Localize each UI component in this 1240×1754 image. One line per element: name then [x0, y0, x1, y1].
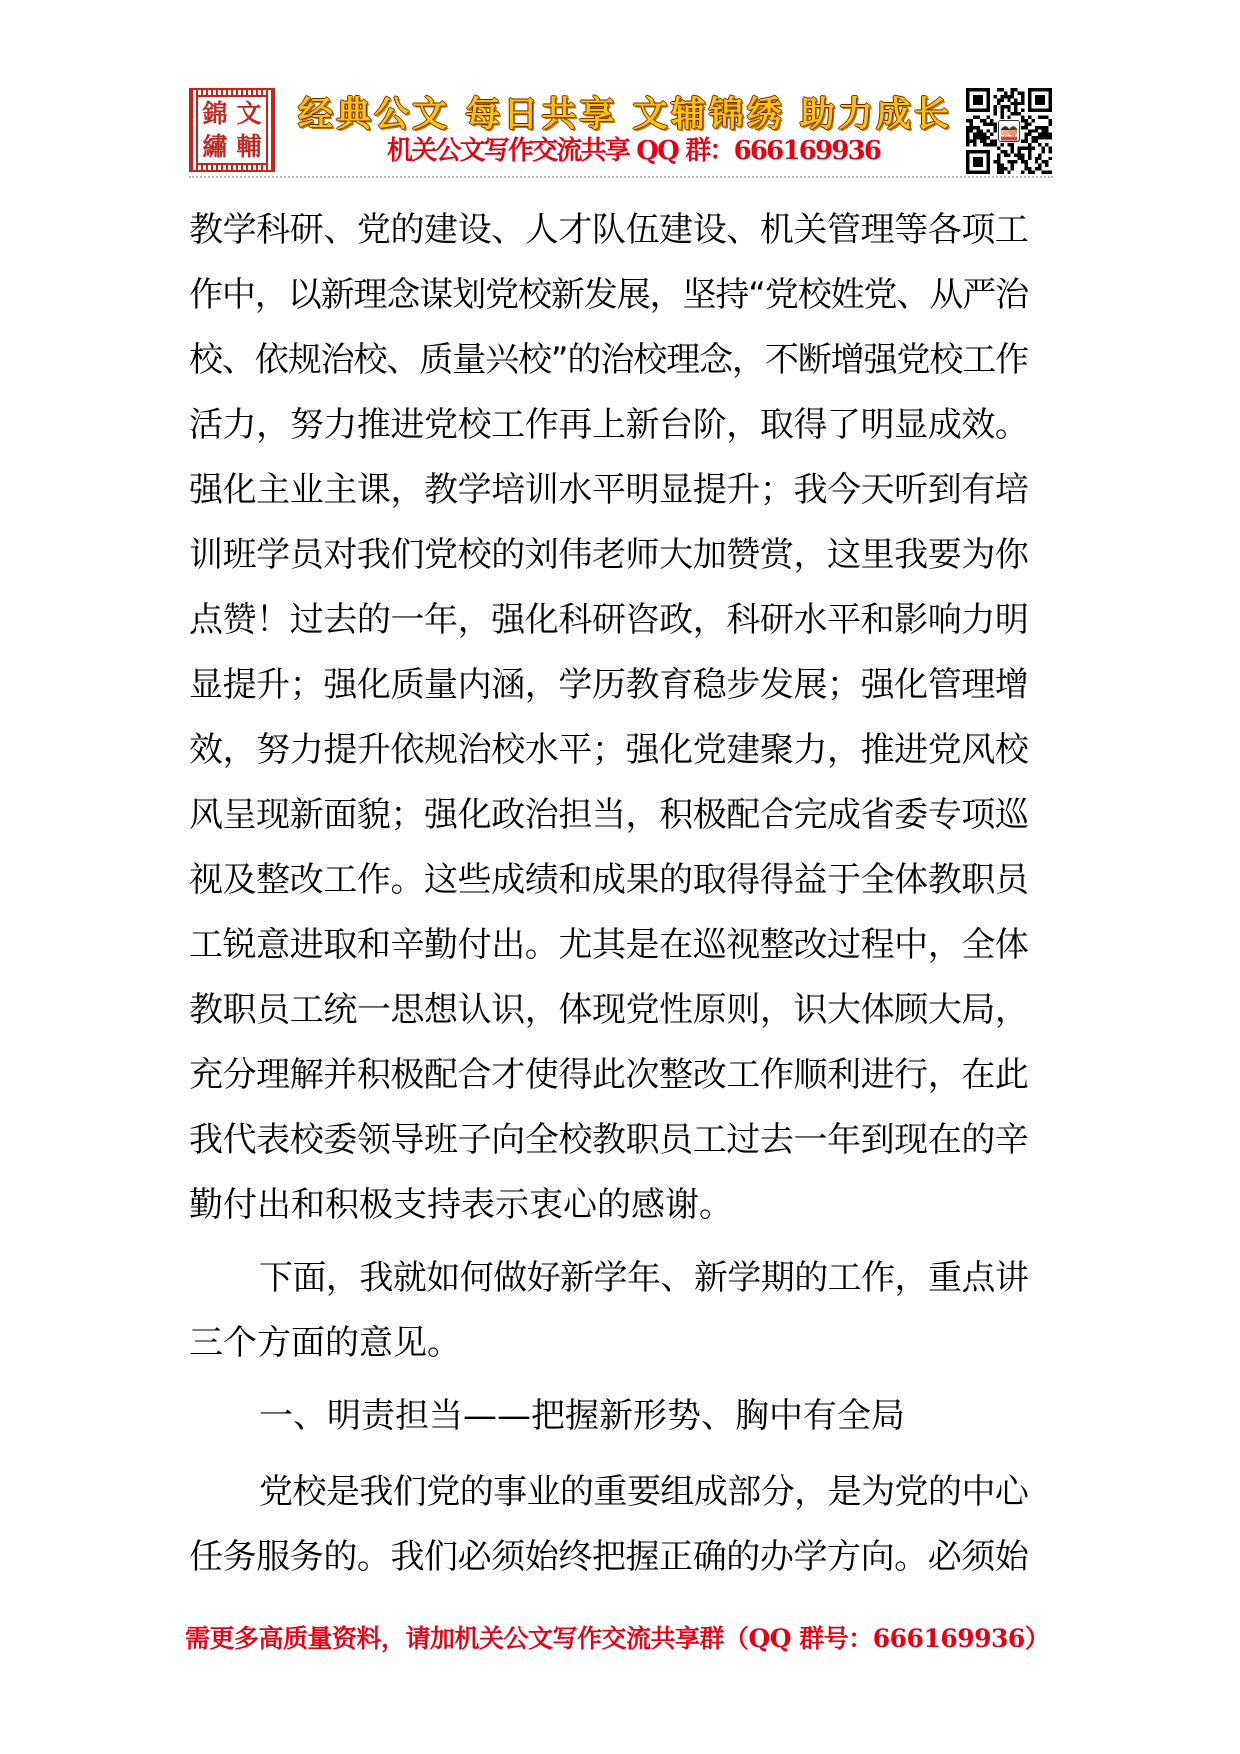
paragraph — [189, 1246, 1029, 1376]
body-line: 勤付出和积极支持表示衷心的感谢。 — [189, 1185, 733, 1225]
body-line: 视及整改工作。这些成绩和成果的取得得益于全体教职员 — [189, 860, 1029, 900]
logo-char: 輔 — [236, 132, 262, 161]
body-line: 充分理解并积极配合才使得此次整改工作顺利进行，在此 — [189, 1055, 1029, 1095]
qr-code — [966, 88, 1052, 174]
body-line: 教学科研、党的建设、人才队伍建设、机关管理等各项工 — [189, 210, 1029, 250]
paragraph — [189, 1460, 1029, 1590]
qr-code-graphic — [966, 88, 1052, 174]
logo-char: 錦 — [202, 99, 228, 128]
body-line: 任务服务的。我们必须始终把握正确的办学方向。必须始 — [189, 1537, 1029, 1577]
header-divider — [189, 176, 1053, 178]
header-slogan: 经典公文 每日共享 文辅锦绣 助力成长 — [298, 95, 952, 135]
section-heading-text: 一、明责担当——把握新形势、胸中有全局 — [259, 1396, 905, 1436]
brand-logo — [189, 88, 275, 172]
logo-seal — [196, 95, 268, 165]
logo-char: 繡 — [202, 132, 228, 161]
body-line: 党校是我们党的事业的重要组成部分，是为党的中心 — [259, 1472, 1029, 1512]
body-line: 校、依规治校、质量兴校”的治校理念，不断增强党校工作 — [189, 340, 1029, 380]
qr-avatar-icon — [998, 120, 1019, 141]
document-body — [189, 198, 1029, 1590]
logo-char: 文 — [236, 99, 262, 128]
body-line: 工锐意进取和辛勤付出。尤其是在巡视整改过程中，全体 — [189, 925, 1029, 965]
body-line: 我代表校委领导班子向全校教职员工过去一年到现在的辛 — [189, 1120, 1029, 1160]
header-group-line: 机关公文写作交流共享 QQ 群：666169936 — [387, 136, 881, 166]
body-line: 教职员工统一思想认识，体现党性原则，识大体顾大局， — [189, 990, 1029, 1030]
body-line: 效，努力提升依规治校水平；强化党建聚力，推进党风校 — [189, 730, 1029, 770]
body-line: 作中，以新理念谋划党校新发展，坚持“党校姓党、从严治 — [189, 275, 1029, 315]
body-line: 显提升；强化质量内涵，学历教育稳步发展；强化管理增 — [189, 665, 1029, 705]
paragraph — [189, 198, 1029, 1238]
body-line: 活力，努力推进党校工作再上新台阶，取得了明显成效。 — [189, 405, 1029, 445]
body-line: 强化主业主课，教学培训水平明显提升；我今天听到有培 — [189, 470, 1029, 510]
body-line: 风呈现新面貌；强化政治担当，积极配合完成省委专项巡 — [189, 795, 1029, 835]
section-heading — [189, 1384, 1029, 1449]
body-line: 训班学员对我们党校的刘伟老师大加赞赏，这里我要为你 — [189, 535, 1029, 575]
footer-note: 需更多高质量资料，请加机关公文写作交流共享群（QQ 群号：666169936） — [185, 1624, 1050, 1653]
body-line: 下面，我就如何做好新学年、新学期的工作，重点讲 — [259, 1258, 1029, 1298]
body-line: 点赞！过去的一年，强化科研咨政，科研水平和影响力明 — [189, 600, 1029, 640]
body-line: 三个方面的意见。 — [189, 1323, 461, 1363]
